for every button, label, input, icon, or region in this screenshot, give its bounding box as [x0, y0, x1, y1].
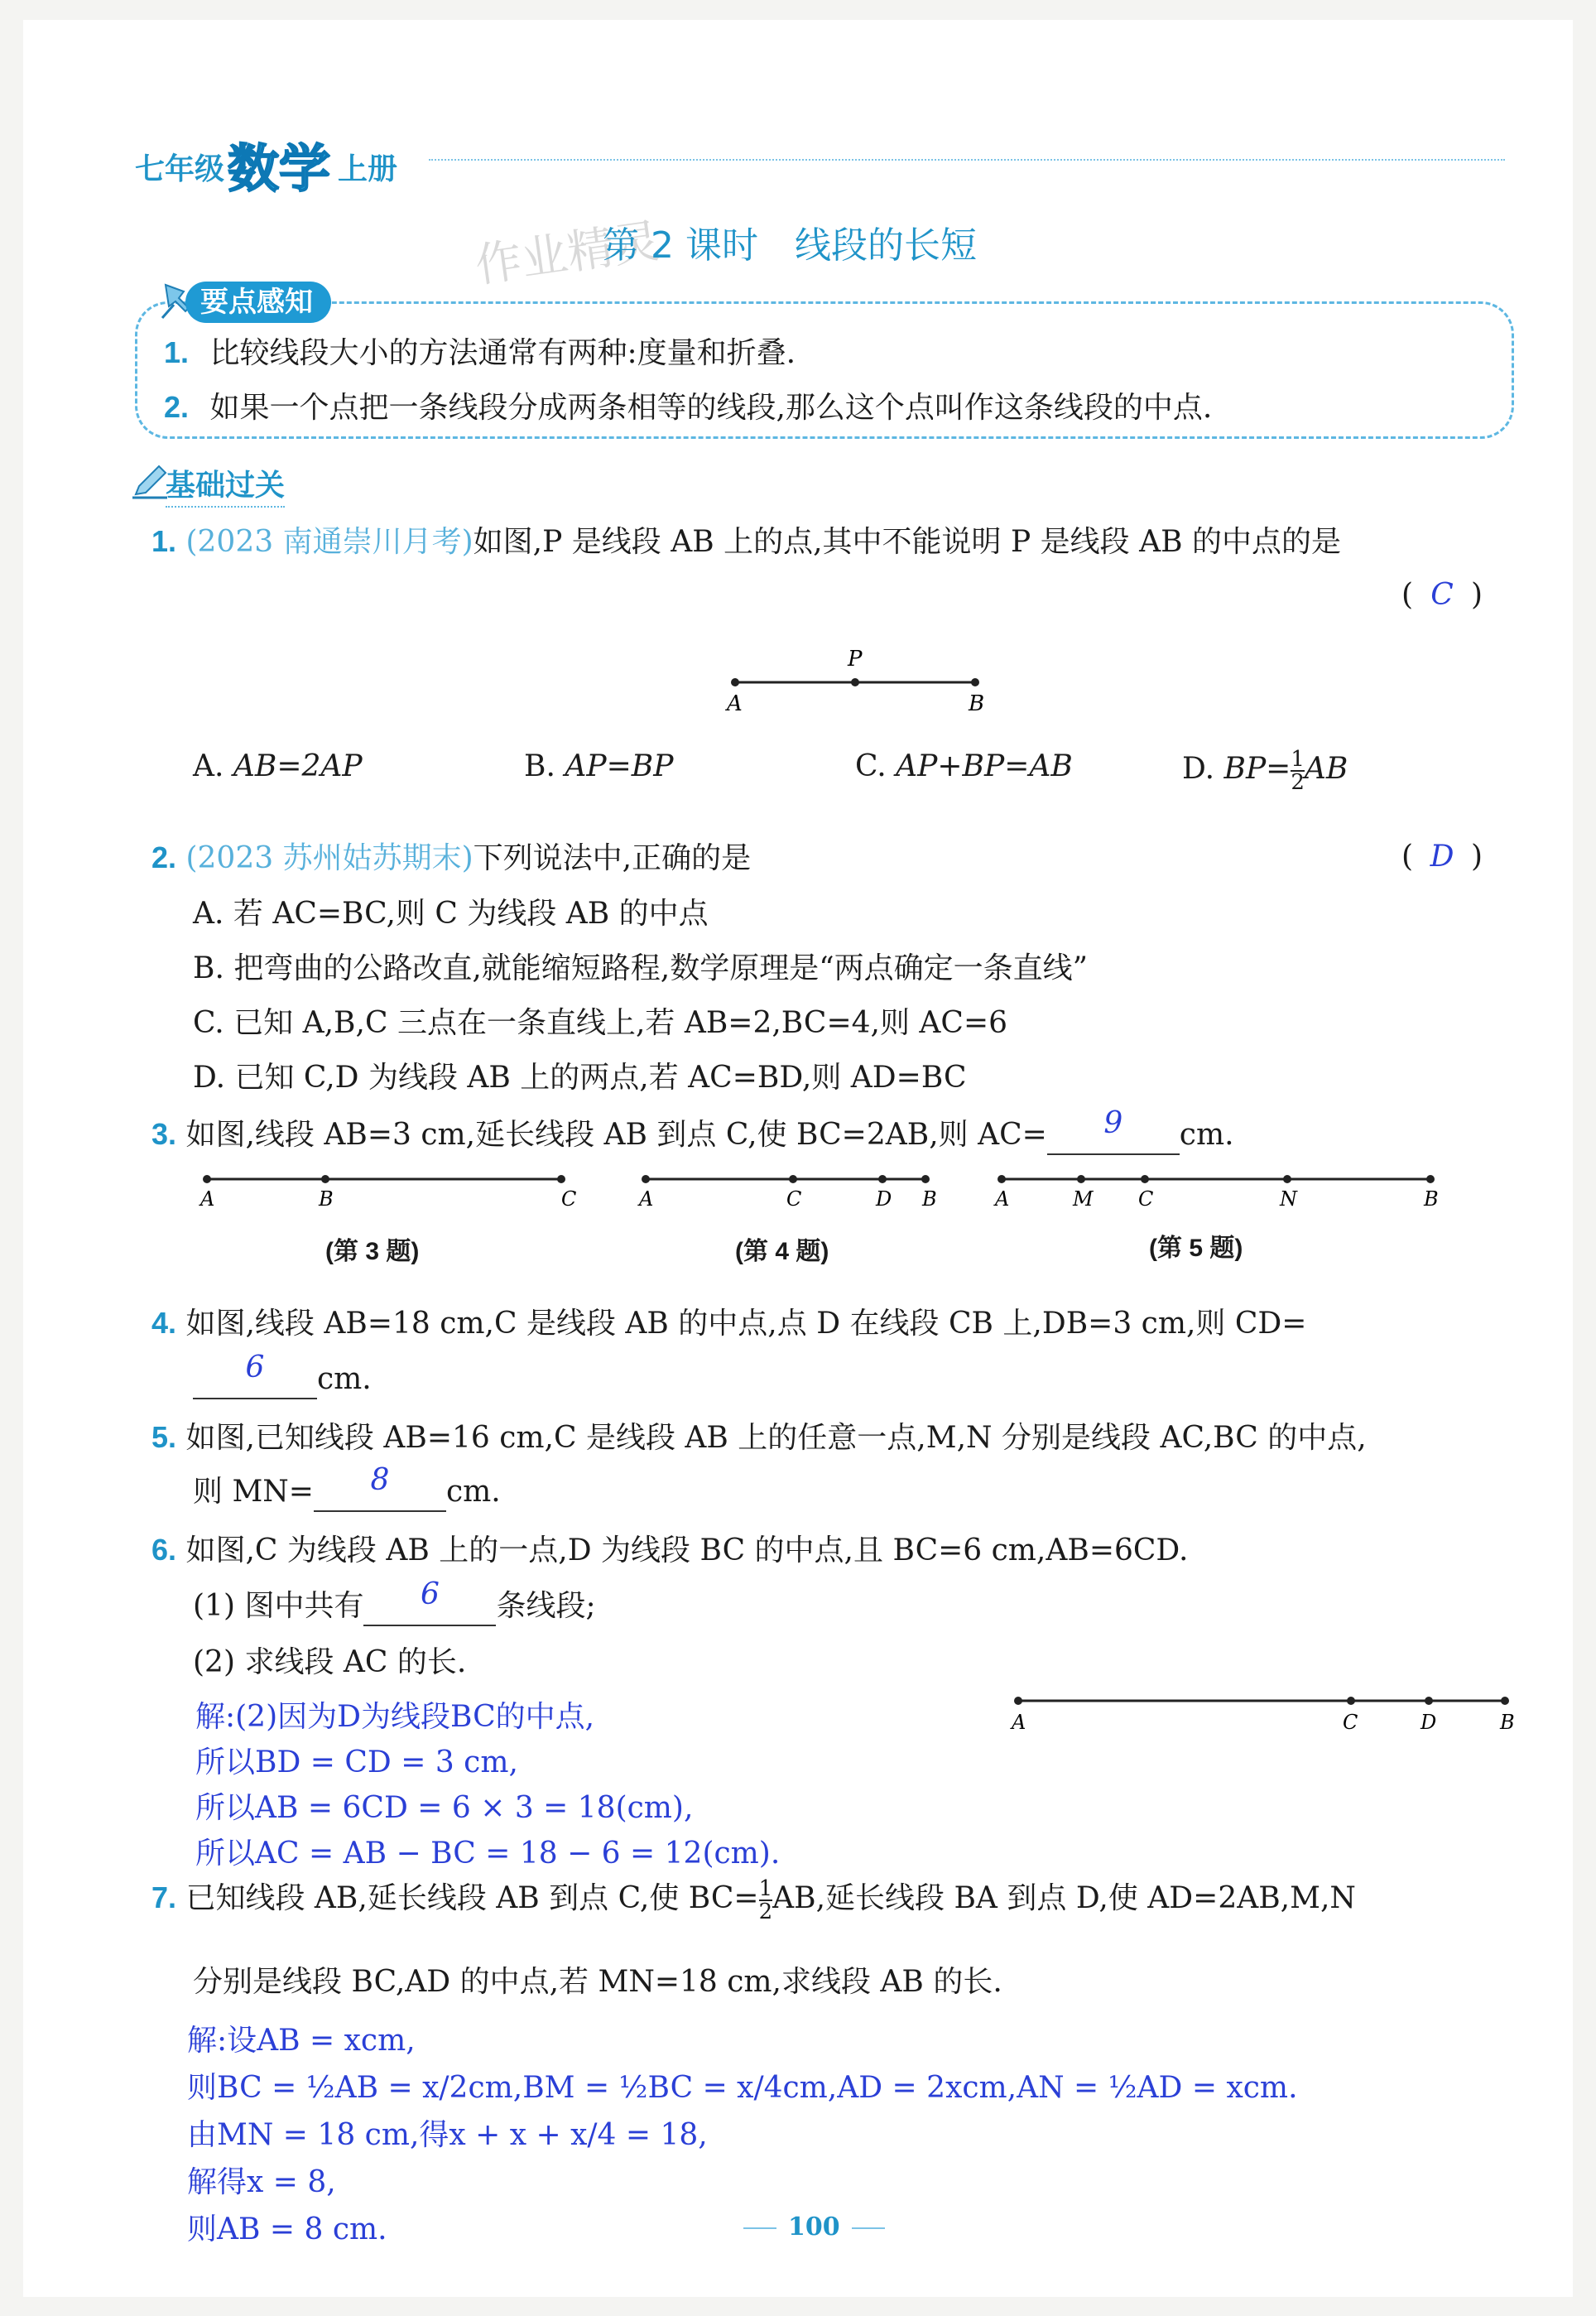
fig5-label: M — [1073, 1187, 1094, 1211]
q1-stem — [151, 523, 1341, 561]
key-point-1 — [164, 335, 796, 372]
q6-label: D — [1421, 1711, 1437, 1734]
solution-line: 解:设AB = xcm, — [187, 2024, 416, 2058]
question-number: 2. — [151, 840, 177, 874]
question-source: (2023 苏州姑苏期末) — [185, 841, 474, 875]
fig5-point — [1426, 1175, 1435, 1183]
fig5-label: B — [1424, 1187, 1439, 1211]
question-number: 1. — [151, 524, 177, 558]
question-number: 5. — [151, 1420, 177, 1454]
q1-option-a: A. AB=2AP — [193, 749, 363, 783]
key-point-num: 1. — [164, 335, 190, 369]
fig4-label: B — [922, 1187, 937, 1211]
q6-stem — [151, 1532, 1188, 1569]
question-text: AB,延长线段 BA 到点 D,使 AD=2AB,M,N — [772, 1881, 1356, 1915]
fig3-label: B — [319, 1187, 334, 1211]
solution-line: 所以BD = CD = 3 cm, — [195, 1745, 518, 1779]
fig5-label: N — [1280, 1187, 1297, 1211]
fig5-point — [997, 1175, 1006, 1183]
question-source: (2023 南通崇川月考) — [185, 525, 474, 559]
header-subject: 数学 — [228, 138, 331, 199]
q1-answer: C — [1430, 578, 1454, 612]
question-text: 如图,线段 AB=3 cm,延长线段 AB 到点 C,使 BC=2AB,则 AC= — [185, 1118, 1047, 1152]
solution-line: 所以AB = 6CD = 6 × 3 = 18(cm), — [195, 1791, 694, 1825]
fig4-point — [642, 1175, 650, 1183]
solution-line: 则BC = ½AB = x/2cm,BM = ½BC = x/4cm,AD = 2xcm,AN = ½AD = xcm. — [187, 2071, 1298, 2105]
q6-label: C — [1343, 1711, 1358, 1734]
q2-answer-paren: ( D ) — [1401, 840, 1483, 874]
question-number: 7. — [151, 1880, 177, 1914]
page-number: 100 — [743, 2212, 885, 2241]
q7-stem-2: 分别是线段 BC,AD 的中点,若 MN=18 cm,求线段 AB 的长. — [193, 1965, 1002, 1999]
fig5-label: A — [995, 1187, 1010, 1211]
question-text: 如图,线段 AB=18 cm,C 是线段 AB 的中点,点 D 在线段 CB 上,DB=3 cm,则 CD= — [185, 1307, 1307, 1341]
fraction: $\frac{1}{2}$ — [1291, 747, 1305, 795]
q6-point — [1425, 1697, 1433, 1705]
fig3-point — [557, 1175, 565, 1183]
q2-option-d: D. 已知 C,D 为线段 AB 上的两点,若 AC=BD,则 AD=BC — [193, 1061, 967, 1095]
question-unit: cm. — [317, 1362, 372, 1396]
solution-line: 解得x = 8, — [187, 2165, 336, 2199]
q1-figure — [702, 633, 1017, 715]
q1-answer-paren: ( C ) — [1401, 578, 1483, 612]
q5-stem — [151, 1419, 1367, 1457]
fig4-label: D — [876, 1187, 892, 1211]
q1-option-b: B. AP=BP — [524, 749, 674, 783]
watermark: 作业精灵 — [472, 214, 664, 294]
solution-line: 则AB = 8 cm. — [187, 2212, 387, 2246]
question-number: 4. — [151, 1306, 177, 1340]
fig5-point — [1141, 1175, 1149, 1183]
q1-label-b: B — [969, 691, 985, 715]
q1-point-b — [971, 678, 979, 686]
key-point-text: 如果一个点把一条线段分成两条相等的线段,那么这个点叫作这条线段的中点. — [209, 391, 1213, 425]
lesson-title: 第 2 课时 线段的长短 — [603, 224, 977, 267]
fig5-point — [1077, 1175, 1085, 1183]
q5-answer-line — [193, 1463, 501, 1512]
fig4 — [636, 1163, 950, 1221]
q6-label: B — [1500, 1711, 1515, 1734]
question-unit: cm. — [445, 1475, 501, 1509]
fraction: $\frac{1}{2}$ — [758, 1876, 773, 1924]
question-text: 下列说法中,正确的是 — [473, 841, 752, 875]
key-point-2 — [164, 389, 1212, 426]
q4-stem — [151, 1305, 1306, 1342]
fig3-caption: (第 3 题) — [325, 1238, 420, 1265]
key-point-text: 比较线段大小的方法通常有两种:度量和折叠. — [209, 336, 796, 370]
q6-part2: (2) 求线段 AC 的长. — [193, 1645, 467, 1679]
fig3-label: A — [200, 1187, 215, 1211]
q7-solution — [187, 2017, 1298, 2253]
q2-stem — [151, 840, 751, 877]
header-grade: 七年级 — [135, 152, 225, 185]
solution-line: 由MN = 18 cm,得x + x + x/4 = 18, — [187, 2118, 708, 2152]
q1-point-p — [851, 678, 859, 686]
fig5-label: C — [1138, 1187, 1154, 1211]
q6-point — [1014, 1697, 1022, 1705]
header-volume: 上册 — [338, 152, 398, 185]
q1-option-d: D. BP= $\frac{1}{2}$ AB — [1182, 747, 1348, 795]
question-unit: cm. — [1179, 1118, 1234, 1152]
fig5-caption: (第 5 题) — [1149, 1235, 1243, 1262]
fig4-point — [878, 1175, 887, 1183]
question-number: 3. — [151, 1117, 177, 1151]
q2-option-a: A. 若 AC=BC,则 C 为线段 AB 的中点 — [193, 897, 709, 931]
q1-label-p: P — [848, 647, 863, 672]
solution-line: 解:(2)因为D为线段BC的中点, — [195, 1700, 595, 1734]
section-basic-title: 基础过关 — [166, 462, 285, 508]
q7-stem — [151, 1878, 1356, 1923]
fig4-caption: (第 4 题) — [735, 1238, 829, 1265]
q3-answer: 9 — [1103, 1106, 1123, 1140]
q1-point-a — [731, 678, 739, 686]
q6-part1: (1) 图中共有 6 条线段; — [193, 1588, 596, 1626]
q2-answer: D — [1430, 840, 1454, 874]
fig3 — [197, 1163, 594, 1221]
question-text: 则 MN= — [193, 1475, 314, 1509]
q6-figure — [1008, 1684, 1538, 1742]
q4-blank — [193, 1351, 317, 1399]
fig3-point — [203, 1175, 211, 1183]
q5-answer: 8 — [370, 1463, 390, 1497]
fig4-point — [921, 1175, 930, 1183]
question-text: 如图,已知线段 AB=16 cm,C 是线段 AB 上的任意一点,M,N 分别是线段 AC,BC 的中点, — [185, 1421, 1367, 1455]
q5-blank — [314, 1463, 446, 1512]
fig3-label: C — [561, 1187, 577, 1211]
q2-option-c: C. 已知 A,B,C 三点在一条直线上,若 AB=2,BC=4,则 AC=6 — [193, 1006, 1008, 1040]
fig4-label: C — [786, 1187, 802, 1211]
q6-label: A — [1012, 1711, 1026, 1734]
fig5-point — [1283, 1175, 1291, 1183]
key-points-badge: 要点感知 — [185, 282, 331, 323]
q6-blank — [363, 1577, 496, 1626]
q1-option-c: C. AP+BP=AB — [855, 749, 1073, 783]
q3-stem — [151, 1106, 1234, 1155]
q6-point — [1347, 1697, 1355, 1705]
question-number: 6. — [151, 1533, 177, 1567]
q4-answer: 6 — [245, 1351, 265, 1384]
question-text: 如图,C 为线段 AB 上的一点,D 为线段 BC 的中点,且 BC=6 cm,AB=6CD. — [185, 1534, 1189, 1567]
fig3-point — [321, 1175, 329, 1183]
header-rule — [429, 159, 1505, 161]
q6-solution — [195, 1694, 780, 1876]
q6-point — [1501, 1697, 1509, 1705]
solution-line: 所以AC = AB − BC = 18 − 6 = 12(cm). — [195, 1837, 781, 1871]
fig5 — [992, 1163, 1455, 1221]
question-text: 如图,P 是线段 AB 上的点,其中不能说明 P 是线段 AB 的中点的是 — [473, 525, 1341, 559]
key-point-num: 2. — [164, 390, 190, 424]
q3-blank — [1047, 1106, 1180, 1155]
fig4-label: A — [639, 1187, 654, 1211]
q4-answer-line — [193, 1351, 372, 1399]
q2-option-b: B. 把弯曲的公路改直,就能缩短路程,数学原理是“两点确定一条直线” — [193, 951, 1089, 985]
page — [23, 20, 1573, 2297]
q6-answer: 6 — [421, 1577, 440, 1611]
fig4-point — [789, 1175, 797, 1183]
q1-label-a: A — [727, 691, 743, 715]
question-text: 已知线段 AB,延长线段 AB 到点 C,使 BC= — [185, 1881, 759, 1915]
